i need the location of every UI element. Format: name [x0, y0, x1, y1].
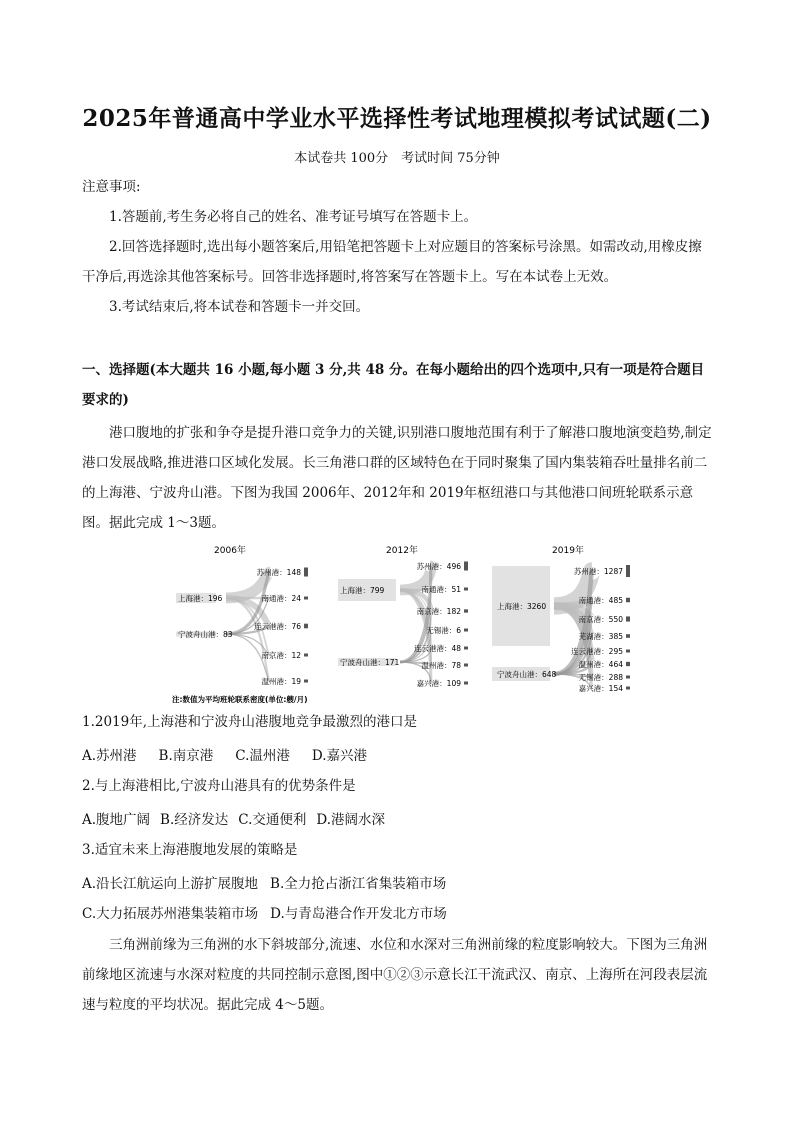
target-label-3-8: 嘉兴港：154: [578, 684, 623, 693]
target-bar-2-5: [464, 647, 468, 650]
target-bar-3-8: [626, 687, 630, 690]
target-label-3-6: 温州港：464: [578, 660, 623, 669]
question-3-options-row2: [82, 902, 469, 922]
target-bar-3-7: [626, 676, 630, 679]
q2-option-c[interactable]: C.交通便利: [238, 812, 307, 828]
target-label-3-1: 苏州港：1287: [573, 567, 623, 576]
target-bar-2-7: [464, 682, 468, 685]
source-label-1-1: 上海港：196: [178, 594, 223, 603]
target-label-1-2: 南通港：24: [261, 594, 301, 603]
q2-option-a[interactable]: A.腹地广阔: [82, 812, 151, 828]
target-label-1-4: 南京港：12: [261, 651, 301, 660]
target-label-2-4: 无锡港：6: [426, 626, 461, 635]
q3-option-d[interactable]: D.与青岛港合作开发北方市场: [270, 906, 447, 922]
q1-option-b[interactable]: B.南京港: [158, 748, 214, 764]
note-item-2: 2.回答选择题时,选出每小题答案后,用铅笔把答题卡上对应题目的答案标号涂黑。如需改动,用橡皮擦干净后,再选涂其他答案标号。回答非选择题时,将答案写在答题卡上。写在本试卷上无效。: [82, 239, 702, 285]
target-label-2-1: 苏州港：496: [416, 562, 461, 571]
question-3-stem: 3.适宜未来上海港腹地发展的策略是: [82, 842, 298, 858]
q1-option-d[interactable]: D.嘉兴港: [311, 748, 368, 764]
target-label-2-3: 南京港：182: [416, 607, 461, 616]
source-label-3-1: 上海港：3260: [497, 602, 547, 611]
target-bar-2-6: [464, 664, 468, 667]
target-bar-2-2: [464, 588, 468, 591]
target-bar-2-4: [464, 629, 468, 632]
target-label-3-3: 南京港：550: [578, 615, 623, 624]
q3-option-b[interactable]: B.全力抢占浙江省集装箱市场: [270, 876, 447, 892]
source-label-1-2: 宁波舟山港：83: [178, 630, 233, 639]
source-label-2-2: 宁波舟山港：171: [340, 658, 400, 667]
target-label-3-2: 南通港：485: [578, 596, 623, 605]
question-1-options: [82, 744, 389, 764]
passage-1: 港口腹地的扩张和争夺是提升港口竞争力的关键,识别港口腹地范围有利于了解港口腹地演变趋势,制定港口发展战略,推进港口区域化发展。长三角港口群的区域特色在于同时聚集了国内集装箱吞吐量排名前二的上海港、宁波舟山港。下图为我国 2006年、2012年和 2019年枢纽港口与其他港口间班轮联系示意图。据此完成 1～3题。: [82, 425, 712, 531]
chart-note: 注:数值为平均班轮联系密度(单位:艘/月): [172, 695, 308, 704]
target-bar-2-3: [464, 609, 468, 612]
note-item-1: 1.答题前,考生务必将自己的姓名、准考证号填写在答题卡上。: [109, 209, 478, 225]
page-title: 2025年普通高中学业水平选择性考试地理模拟考试试题(二): [82, 105, 712, 132]
target-bar-3-5: [626, 650, 630, 653]
target-label-1-3: 连云港港：76: [253, 622, 301, 631]
sankey-chart: [170, 544, 640, 706]
note-item-3: 3.考试结束后,将本试卷和答题卡一并交回。: [109, 299, 370, 315]
target-bar-1-3: [304, 624, 308, 629]
panel-title-3: 2019年: [552, 546, 584, 556]
sankey-figure: [170, 544, 640, 706]
target-label-2-6: 温州港：78: [421, 661, 461, 670]
notes-heading: 注意事项:: [82, 179, 141, 195]
target-label-1-5: 温州港：19: [261, 677, 301, 686]
q1-option-c[interactable]: C.温州港: [235, 748, 290, 764]
target-label-2-5: 连云港港：48: [413, 644, 461, 653]
question-1-stem: 1.2019年,上海港和宁波舟山港腹地竞争最激烈的港口是: [82, 714, 418, 730]
target-label-2-2: 南通港：51: [421, 585, 461, 594]
target-bar-3-2: [626, 598, 630, 603]
target-label-3-7: 无锡港：288: [578, 673, 623, 682]
target-bar-3-6: [626, 662, 630, 666]
target-bar-1-5: [304, 680, 308, 683]
target-bar-1-1: [304, 568, 308, 577]
target-bar-1-2: [304, 597, 308, 600]
target-bar-3-3: [626, 616, 630, 621]
q1-option-a[interactable]: A.苏州港: [82, 748, 137, 764]
source-label-2-1: 上海港：799: [340, 586, 385, 595]
source-label-3-2: 宁波舟山港：648: [497, 670, 557, 679]
q2-option-d[interactable]: D.港阔水深: [316, 812, 386, 828]
target-bar-1-4: [304, 654, 308, 657]
target-label-1-1: 苏州港：148: [256, 568, 301, 577]
question-2-options: [82, 808, 407, 828]
passage-2: 三角洲前缘为三角洲的水下斜坡部分,流速、水位和水深对三角洲前缘的粒度影响较大。下图为三角洲前缘地区流速与水深对粒度的共同控制示意图,图中①②③示意长江干流武汉、南京、上海所在河段表层流速与粒度的平均状况。据此完成 4～5题。: [82, 937, 708, 1013]
target-bar-3-1: [626, 565, 630, 577]
panel-title-2: 2012年: [386, 546, 418, 556]
question-3-options-row1: [82, 872, 468, 892]
target-bar-3-4: [626, 634, 630, 638]
q3-option-c[interactable]: C.大力拓展苏州港集装箱市场: [82, 906, 259, 922]
target-label-3-4: 芜湖港：385: [578, 632, 623, 641]
target-bar-2-1: [464, 562, 468, 571]
target-label-3-5: 连云港港：295: [571, 647, 623, 656]
target-label-2-7: 嘉兴港：109: [416, 679, 461, 688]
q2-option-b[interactable]: B.经济发达: [160, 812, 229, 828]
panel-title-1: 2006年: [214, 546, 246, 556]
question-2-stem: 2.与上海港相比,宁波舟山港具有的优势条件是: [82, 778, 356, 794]
q3-option-a[interactable]: A.沿长江航运向上游扩展腹地: [82, 876, 259, 892]
section-heading: 一、选择题(本大题共 16 小题,每小题 3 分,共 48 分。在每小题给出的四个选项中,只有一项是符合题目要求的): [82, 362, 705, 408]
exam-info: 本试卷共 100分 考试时间 75分钟: [294, 151, 500, 166]
